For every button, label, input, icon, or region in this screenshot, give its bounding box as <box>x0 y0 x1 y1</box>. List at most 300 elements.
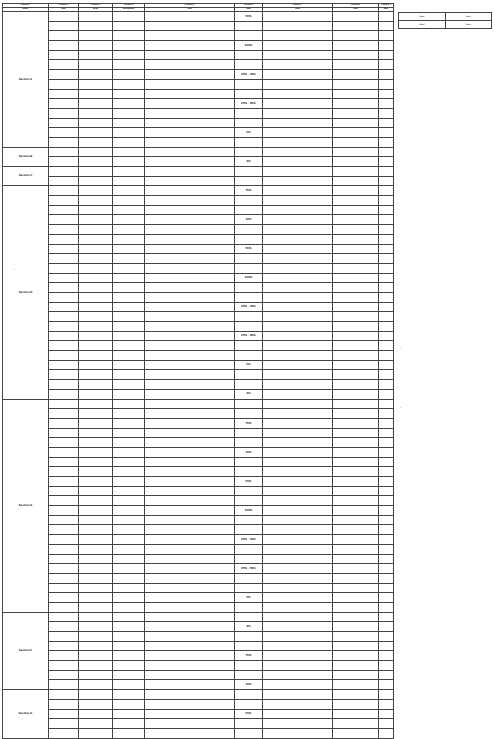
table-cell <box>79 50 113 60</box>
table-cell <box>79 99 113 109</box>
table-cell: 20% - 40% <box>235 535 263 545</box>
table-cell <box>333 564 379 574</box>
table-cell <box>113 641 145 651</box>
table-cell <box>79 108 113 118</box>
table-cell <box>79 447 113 457</box>
table-row <box>3 341 394 351</box>
table-cell <box>49 147 79 157</box>
table-row <box>3 128 394 138</box>
table-cell <box>333 292 379 302</box>
table-cell <box>113 167 145 177</box>
table-cell <box>235 176 263 186</box>
section-label: Section C <box>3 167 49 186</box>
table-row <box>3 573 394 583</box>
table-cell <box>79 690 113 700</box>
table-cell <box>113 632 145 642</box>
table-cell <box>49 292 79 302</box>
table-cell <box>263 506 333 516</box>
table-cell <box>113 438 145 448</box>
table-cell <box>333 515 379 525</box>
table-cell <box>379 167 394 177</box>
header-cell: Rate <box>235 8 263 12</box>
table-row <box>3 380 394 390</box>
table-cell <box>113 515 145 525</box>
table-row <box>3 186 394 196</box>
table-cell <box>235 467 263 477</box>
header-cell: Rate <box>263 8 333 12</box>
table-cell <box>333 467 379 477</box>
table-cell <box>333 331 379 341</box>
table-cell <box>333 225 379 235</box>
table-cell <box>79 360 113 370</box>
table-cell <box>263 234 333 244</box>
table-cell <box>379 341 394 351</box>
table-cell <box>333 719 379 729</box>
table-cell <box>333 108 379 118</box>
table-cell <box>333 31 379 41</box>
table-cell <box>79 215 113 225</box>
table-cell <box>49 205 79 215</box>
side-cell: Label <box>399 21 446 29</box>
table-cell <box>263 477 333 487</box>
table-cell <box>79 244 113 254</box>
table-cell <box>49 21 79 31</box>
table-cell <box>235 496 263 506</box>
table-cell <box>333 447 379 457</box>
table-row <box>3 670 394 680</box>
table-cell <box>49 50 79 60</box>
table-cell <box>79 583 113 593</box>
table-cell <box>145 331 235 341</box>
header-cell: Value <box>79 8 113 12</box>
table-cell <box>49 302 79 312</box>
table-cell <box>333 477 379 487</box>
table-cell <box>49 331 79 341</box>
table-cell <box>49 438 79 448</box>
table-cell <box>379 583 394 593</box>
table-cell <box>79 70 113 80</box>
table-cell: 20% - 40% <box>235 70 263 80</box>
table-cell <box>113 564 145 574</box>
table-cell <box>113 506 145 516</box>
table-cell <box>49 486 79 496</box>
table-cell: 50% <box>235 709 263 719</box>
table-cell <box>79 515 113 525</box>
table-row <box>3 157 394 167</box>
table-cell <box>79 670 113 680</box>
table-cell <box>145 254 235 264</box>
table-cell <box>263 651 333 661</box>
table-cell: 5% <box>235 360 263 370</box>
table-cell <box>235 602 263 612</box>
table-cell <box>113 331 145 341</box>
table-cell <box>79 389 113 399</box>
table-cell <box>379 12 394 22</box>
table-cell <box>49 79 79 89</box>
table-cell <box>263 147 333 157</box>
table-cell <box>145 263 235 273</box>
table-cell <box>79 544 113 554</box>
table-cell <box>379 447 394 457</box>
table-cell <box>379 263 394 273</box>
table-cell <box>333 573 379 583</box>
table-row <box>3 719 394 729</box>
table-cell <box>263 322 333 332</box>
table-cell <box>263 728 333 738</box>
table-cell <box>263 12 333 22</box>
table-row <box>3 593 394 603</box>
table-cell <box>113 263 145 273</box>
table-row <box>3 225 394 235</box>
table-cell <box>379 312 394 322</box>
table-cell <box>263 70 333 80</box>
table-cell <box>79 399 113 409</box>
table-cell <box>49 176 79 186</box>
table-cell <box>79 612 113 622</box>
table-cell <box>235 399 263 409</box>
table-cell <box>235 89 263 99</box>
table-cell <box>113 283 145 293</box>
table-cell <box>379 205 394 215</box>
table-cell <box>49 244 79 254</box>
table-row <box>3 515 394 525</box>
table-cell <box>263 215 333 225</box>
table-cell <box>79 467 113 477</box>
table-cell <box>379 273 394 283</box>
table-cell <box>49 283 79 293</box>
table-cell <box>235 573 263 583</box>
table-cell <box>333 661 379 671</box>
table-row <box>3 554 394 564</box>
table-cell <box>49 661 79 671</box>
table-cell <box>79 283 113 293</box>
table-cell <box>379 108 394 118</box>
table-cell <box>49 360 79 370</box>
table-cell <box>379 622 394 632</box>
table-cell <box>113 322 145 332</box>
table-cell <box>79 273 113 283</box>
table-cell <box>145 690 235 700</box>
table-cell <box>333 651 379 661</box>
table-cell <box>79 79 113 89</box>
header-cell: Column 9 <box>379 4 394 8</box>
table-row <box>3 428 394 438</box>
table-row <box>3 273 394 283</box>
table-cell <box>333 341 379 351</box>
table-cell <box>79 12 113 22</box>
table-cell <box>145 622 235 632</box>
table-row <box>3 118 394 128</box>
table-cell <box>49 186 79 196</box>
table-cell <box>379 651 394 661</box>
table-cell <box>379 428 394 438</box>
table-cell <box>379 157 394 167</box>
table-cell <box>79 292 113 302</box>
table-cell <box>145 12 235 22</box>
table-cell <box>113 370 145 380</box>
table-cell <box>113 254 145 264</box>
side-row <box>399 13 492 21</box>
table-cell <box>113 719 145 729</box>
table-cell <box>333 128 379 138</box>
table-cell <box>113 525 145 535</box>
table-cell <box>235 409 263 419</box>
table-cell <box>333 196 379 206</box>
table-cell <box>79 263 113 273</box>
table-cell <box>263 515 333 525</box>
table-cell <box>79 486 113 496</box>
table-row <box>3 690 394 700</box>
table-row <box>3 651 394 661</box>
table-cell <box>333 690 379 700</box>
table-cell <box>49 389 79 399</box>
table-cell <box>79 641 113 651</box>
table-cell <box>333 205 379 215</box>
table-cell <box>145 244 235 254</box>
header-cell: Rate <box>333 8 379 12</box>
table-cell <box>263 118 333 128</box>
table-row <box>3 477 394 487</box>
section-label: Section E <box>3 399 49 612</box>
section-label: Section A <box>3 12 49 148</box>
table-cell <box>379 234 394 244</box>
table-cell <box>235 690 263 700</box>
table-cell <box>145 670 235 680</box>
table-cell <box>49 370 79 380</box>
table-cell <box>263 108 333 118</box>
table-cell <box>263 564 333 574</box>
table-cell <box>263 661 333 671</box>
table-cell <box>49 535 79 545</box>
table-cell <box>145 535 235 545</box>
table-cell <box>79 41 113 51</box>
table-cell <box>235 544 263 554</box>
table-cell <box>49 699 79 709</box>
table-cell <box>379 21 394 31</box>
table-row <box>3 215 394 225</box>
table-cell <box>263 680 333 690</box>
table-cell <box>79 370 113 380</box>
table-cell <box>79 147 113 157</box>
section-label: Section B <box>3 147 49 166</box>
table-cell <box>145 457 235 467</box>
table-cell <box>113 21 145 31</box>
table-cell <box>79 418 113 428</box>
table-cell <box>379 89 394 99</box>
table-cell <box>113 593 145 603</box>
table-cell <box>263 496 333 506</box>
table-row <box>3 641 394 651</box>
table-cell <box>49 447 79 457</box>
table-cell: 10% <box>235 447 263 457</box>
table-row <box>3 467 394 477</box>
table-cell <box>113 186 145 196</box>
table-cell <box>333 302 379 312</box>
table-cell <box>263 341 333 351</box>
table-cell <box>49 70 79 80</box>
table-cell <box>113 89 145 99</box>
table-cell <box>379 70 394 80</box>
table-cell <box>113 60 145 70</box>
table-cell <box>235 50 263 60</box>
table-cell <box>263 254 333 264</box>
table-cell <box>263 50 333 60</box>
table-cell <box>379 690 394 700</box>
table-cell <box>113 728 145 738</box>
table-cell <box>79 506 113 516</box>
table-cell <box>49 690 79 700</box>
table-cell <box>379 283 394 293</box>
table-row <box>3 602 394 612</box>
table-cell <box>235 234 263 244</box>
table-cell <box>145 60 235 70</box>
table-cell <box>49 196 79 206</box>
section-label: Section G <box>3 690 49 738</box>
table-cell <box>79 699 113 709</box>
table-row <box>3 89 394 99</box>
table-cell <box>333 70 379 80</box>
table-cell <box>263 593 333 603</box>
table-cell: 25% - 50% <box>235 99 263 109</box>
table-row <box>3 612 394 622</box>
table-cell <box>113 50 145 60</box>
table-cell <box>79 622 113 632</box>
table-cell <box>79 118 113 128</box>
table-cell <box>145 428 235 438</box>
table-cell <box>145 167 235 177</box>
table-cell <box>79 186 113 196</box>
table-cell <box>113 709 145 719</box>
table-cell <box>79 428 113 438</box>
table-cell <box>263 128 333 138</box>
table-row <box>3 360 394 370</box>
table-cell <box>49 719 79 729</box>
table-cell <box>145 176 235 186</box>
table-cell <box>79 157 113 167</box>
table-cell <box>113 535 145 545</box>
table-cell <box>49 254 79 264</box>
header-cell: Note <box>49 8 79 12</box>
table-cell <box>145 661 235 671</box>
table-row <box>3 70 394 80</box>
table-cell <box>379 515 394 525</box>
table-cell <box>113 680 145 690</box>
table-cell <box>145 573 235 583</box>
table-cell <box>333 389 379 399</box>
table-cell: 5% <box>235 128 263 138</box>
table-cell <box>145 273 235 283</box>
table-cell <box>145 70 235 80</box>
table-cell <box>113 41 145 51</box>
table-cell <box>49 418 79 428</box>
table-cell <box>333 380 379 390</box>
table-cell <box>379 41 394 51</box>
table-cell <box>235 60 263 70</box>
table-cell <box>49 457 79 467</box>
table-cell <box>235 292 263 302</box>
table-cell <box>333 602 379 612</box>
table-cell <box>379 302 394 312</box>
table-row <box>3 661 394 671</box>
table-row <box>3 506 394 516</box>
table-cell <box>333 50 379 60</box>
table-row <box>3 302 394 312</box>
table-row <box>3 147 394 157</box>
table-cell <box>145 641 235 651</box>
margin-mark: · <box>400 405 402 410</box>
table-cell <box>113 351 145 361</box>
table-cell <box>49 341 79 351</box>
table-cell <box>113 622 145 632</box>
table-row <box>3 50 394 60</box>
table-cell <box>145 467 235 477</box>
table-cell <box>113 699 145 709</box>
table-cell <box>145 128 235 138</box>
table-cell <box>79 302 113 312</box>
table-cell <box>145 234 235 244</box>
table-cell <box>263 535 333 545</box>
table-cell <box>379 50 394 60</box>
table-cell <box>113 176 145 186</box>
table-cell <box>49 641 79 651</box>
table-cell <box>79 593 113 603</box>
table-cell <box>145 389 235 399</box>
table-cell <box>145 50 235 60</box>
table-cell <box>379 389 394 399</box>
table-cell <box>113 157 145 167</box>
table-row <box>3 728 394 738</box>
table-cell <box>113 399 145 409</box>
table-cell <box>333 612 379 622</box>
table-cell <box>263 583 333 593</box>
table-cell <box>263 418 333 428</box>
table-cell <box>235 31 263 41</box>
table-cell <box>333 583 379 593</box>
table-cell <box>49 167 79 177</box>
table-cell <box>263 622 333 632</box>
table-cell <box>113 409 145 419</box>
side-cell: Label <box>399 13 446 21</box>
table-cell <box>333 622 379 632</box>
section-label: Section D <box>3 186 49 399</box>
table-cell <box>263 525 333 535</box>
table-cell <box>333 118 379 128</box>
header-cell: Unit <box>145 8 235 12</box>
table-cell <box>113 70 145 80</box>
table-cell <box>235 108 263 118</box>
table-row <box>3 447 394 457</box>
table-cell <box>379 186 394 196</box>
table-cell <box>235 79 263 89</box>
table-cell <box>49 99 79 109</box>
table-cell <box>379 244 394 254</box>
table-cell <box>379 535 394 545</box>
table-cell <box>145 612 235 622</box>
table-cell <box>145 215 235 225</box>
table-row <box>3 244 394 254</box>
table-cell <box>145 292 235 302</box>
table-cell <box>263 699 333 709</box>
table-cell <box>49 234 79 244</box>
table-cell <box>263 99 333 109</box>
table-cell <box>113 302 145 312</box>
table-cell <box>379 506 394 516</box>
table-cell <box>49 60 79 70</box>
table-cell <box>263 380 333 390</box>
table-cell <box>263 370 333 380</box>
table-cell <box>145 651 235 661</box>
table-cell <box>379 418 394 428</box>
